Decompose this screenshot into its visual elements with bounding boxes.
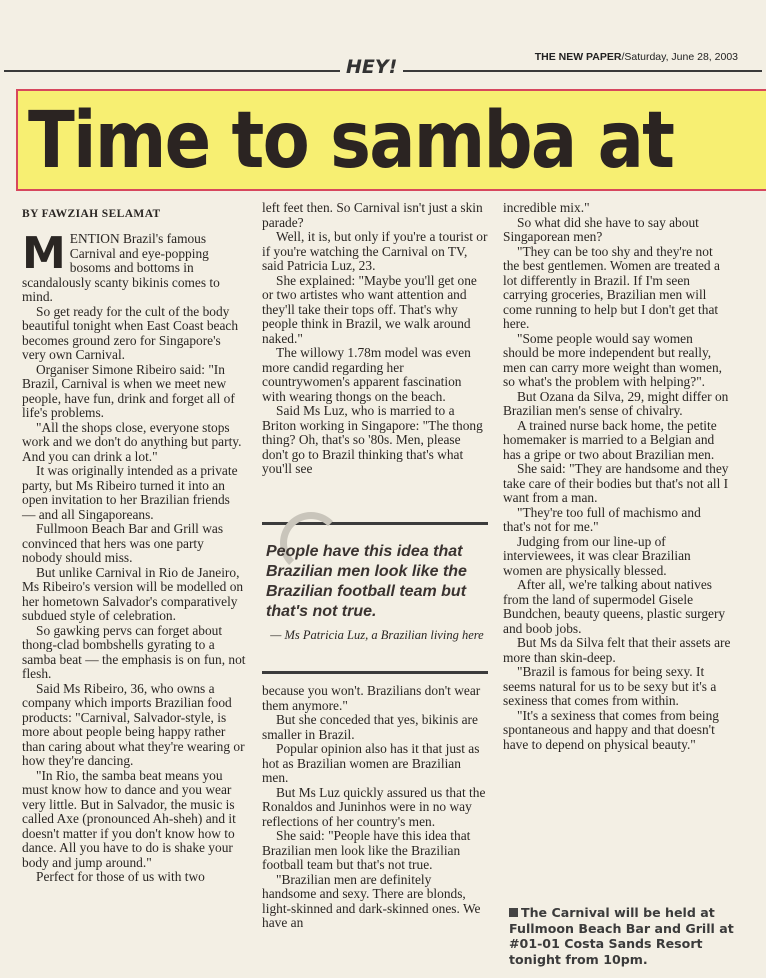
article-paragraph: But she conceded that yes, bikinis are smaller in Brazil. (262, 712, 478, 742)
article-paragraph (22, 228, 246, 305)
article-paragraph: "It's a sexiness that comes from being spontaneous and happy and that doesn't have to depend on physical beauty." (503, 707, 719, 752)
article-paragraph: Fullmoon Beach Bar and Grill was convinced that hers was one party nobody should miss. (22, 521, 224, 565)
headline-banner (16, 89, 766, 191)
article-column-1 (22, 228, 246, 885)
article-paragraph: But unlike Carnival in Rio de Janeiro, Ms Ribeiro's version will be modelled on her hometown Salvador's comparatively subdued style of celebration. (22, 564, 244, 623)
article-paragraph: "Brazil is famous for being sexy. It seems natural for us to be sexy but it's a sexiness that comes from within. (503, 664, 717, 708)
lead-text: ENTION Brazil's famous Carnival and eye-popping bosoms and bottoms in scandalously scanty bikinis comes to mind. (22, 231, 220, 304)
article-paragraph: left feet then. So Carnival isn't just a skin parade? (262, 200, 483, 230)
article-paragraph: "Some people would say women should be more independent but really, men can carry more weight than women, so what's the problem with helping?". (503, 330, 723, 389)
article-paragraph: "In Rio, the samba beat means you must know how to dance and you wear very little. But in Salvador, the music is called Axe (pronounced Ah-sheh) and it doesn't matter if you don't know how to dance. All you have to do is shake your body and jump around." (22, 767, 236, 870)
article-paragraph: Perfect for those of us with two (36, 869, 205, 884)
section-label: HEY! (340, 56, 403, 78)
drop-cap: M (22, 228, 66, 279)
pull-quote-attribution: — Ms Patricia Luz, a Brazilian living here (270, 628, 484, 642)
article-paragraph: She explained: "Maybe you'll get one or two artistes who want attention and they'll take their tops off. That's why people think in Brazil, we walk around naked." (262, 272, 477, 346)
article-paragraph: Said Ms Luz, who is married to a Briton working in Singapore: "The thong thing? Oh, that's so '80s. Men, please don't go to Brazil thinking that's what you'll see (262, 403, 483, 476)
article-paragraph: Well, it is, but only if you're a tourist or if you're watching the Carnival on TV, said Patricia Luz, 23. (262, 229, 488, 273)
article-column-2-bottom (262, 684, 488, 931)
headline: Time to samba at (28, 96, 674, 186)
paper-name: THE NEW PAPER (534, 51, 622, 63)
pull-quote-rule-bottom (262, 671, 488, 674)
article-paragraph: But Ms Luz quickly assured us that the Ronaldos and Juninhos were in no way reflections of her country's men. (262, 784, 486, 829)
article-paragraph: "Brazilian men are definitely handsome and sexy. There are blonds, light-skinned and dark-skinned ones. We have an (262, 871, 481, 930)
event-info-box (509, 905, 739, 967)
article-paragraph: "They're too full of machismo and that's not for me." (503, 504, 701, 534)
article-paragraph: Said Ms Ribeiro, 36, who owns a company which imports Brazilian food products: "Carnival, Salvador-style, is more about people being happy rather than caring about what they're wearing or how they're dancing. (22, 680, 245, 768)
byline: BY FAWZIAH SELAMAT (22, 208, 161, 220)
article-column-3 (503, 201, 731, 752)
article-paragraph: Judging from our line-up of interviewees, it was clear Brazilian women are physically blessed. (503, 533, 691, 578)
paper-dateline (535, 51, 738, 63)
article-paragraph: Popular opinion also has it that just as hot as Brazilian women are Brazilian men. (262, 741, 480, 785)
article-paragraph: It was originally intended as a private party, but Ms Ribeiro turned it into an open invitation to her Brazilian friends — and all Singaporeans. (22, 463, 238, 522)
article-paragraph: She said: "They are handsome and they take care of their bodies but that's not all I want from a man. (503, 461, 729, 505)
article-paragraph: Organiser Simone Ribeiro said: "In Brazil, Carnival is when we meet new people, have fun, drink and forget all of life's problems. (22, 361, 235, 420)
article-paragraph: So what did she have to say about Singaporean men? (503, 214, 699, 244)
article-column-2-top (262, 201, 488, 477)
article-paragraph: But Ozana da Silva, 29, might differ on Brazilian men's sense of chivalry. (503, 388, 729, 418)
article-paragraph: because you won't. Brazilians don't wear them anymore." (262, 683, 481, 713)
event-info-text: The Carnival will be held at Fullmoon Beach Bar and Grill at #01-01 Costa Sands Resort tonight from 10pm. (509, 905, 734, 967)
article-paragraph: So gawking pervs can forget about thong-clad bombshells gyrating to a samba beat — the emphasis is on fun, not flesh. (22, 622, 246, 681)
article-paragraph: So get ready for the cult of the body beautiful tonight when East Coast beach becomes ground zero for Singapore's very own Carnival. (22, 303, 239, 362)
paper-date: /Saturday, June 28, 2003 (621, 51, 738, 63)
article-paragraph: "They can be too shy and they're not the best gentlemen. Women are treated a lot differently in Brazil. If I'm seen carrying groceries, Brazilian men will come running to help but I don't get that here. (503, 243, 720, 331)
article-paragraph: She said: "People have this idea that Brazilian men look like the Brazilian football team but that's not true. (262, 828, 471, 872)
pull-quote: People have this idea that Brazilian men look like the Brazilian football team but that's not true. (266, 543, 467, 620)
article-paragraph: After all, we're talking about natives from the land of supermodel Gisele Bundchen, beauty queens, plastic surgery and boob jobs. (503, 577, 726, 636)
article-paragraph: A trained nurse back home, the petite homemaker is married to a Belgian and has a gripe or two about Brazilian men. (503, 417, 717, 462)
bullet-square-icon (509, 908, 518, 917)
article-paragraph: incredible mix." (503, 200, 590, 215)
article-paragraph: But Ms da Silva felt that their assets are more than skin-deep. (503, 635, 731, 665)
article-paragraph: "All the shops close, everyone stops work and we don't do anything but party. And you can drink a lot." (22, 419, 242, 464)
article-paragraph: The willowy 1.78m model was even more candid regarding her countrywomen's apparent fascination with wearing thongs on the beach. (262, 345, 471, 404)
